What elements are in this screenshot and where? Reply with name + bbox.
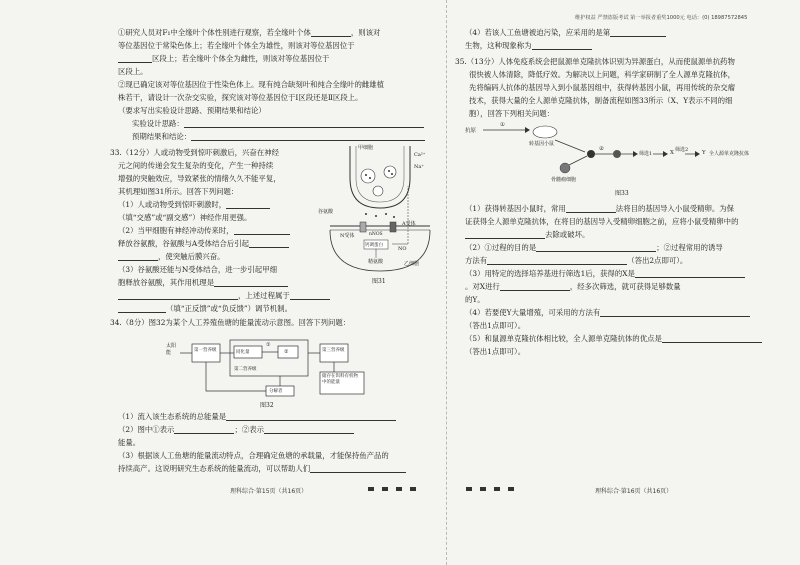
page-footer-right: 理科综合·第16页（共16页） (595, 488, 673, 495)
q33-text-line: （3）谷氨酸还能与N受体结合，进一步引起甲细 (118, 265, 277, 274)
q32-text-line: （要求写出实验设计思路、预期结果和结论） (118, 106, 266, 115)
q34-cont-line: 生物，这种现象称为 (465, 41, 592, 50)
q32-text-line: ②现已确定该对等位基因位于性染色体上。现有纯合缺刻叶和纯合全缘叶的雌雄植 (118, 80, 385, 89)
q33-text-line: ，使突触后膜兴奋。 (118, 252, 225, 261)
q34-text-line: （1）流入该生态系统的总能量是 (118, 412, 396, 421)
step-1-label: ① (500, 122, 505, 128)
energy-flow-figure (166, 334, 380, 398)
glutamate-label: 谷氨酸 (318, 209, 334, 215)
q35-text-line: （5）和鼠源单克隆抗体相比较，全人源单克隆抗体的优点是 (465, 334, 762, 343)
q33-text-line: （填“交感”或“副交感”）神经作用更强。 (118, 213, 252, 222)
step-2-label: ② (599, 146, 604, 152)
calmodulin-label: 钙调蛋白 (365, 243, 383, 248)
feed-energy-label: 储存在饵料有机物中的能量 (322, 374, 358, 385)
q32-design-label: 实验设计思路： (132, 119, 424, 128)
second-level-label: 第二营养级 (234, 367, 257, 372)
page-fold-line (446, 0, 448, 565)
q33-text-line: （2）当甲细胞有神经冲动传来时， (118, 226, 290, 235)
q35-text-line: 去除或破坏。 (465, 230, 589, 239)
left-page (110, 0, 440, 565)
circle-1-label: ① (266, 342, 271, 348)
cell-a-label: 甲细胞 (358, 145, 374, 151)
myeloma-label: 骨髓瘤细胞 (551, 177, 577, 183)
q34-text-line: （3）根据该人工鱼塘的能量流动特点，合理确定鱼塘的承载量，才能保持鱼产品的 (118, 451, 389, 460)
assimilation-label: 同化量 (236, 350, 250, 355)
decomposer-label: 分解者 (269, 389, 283, 394)
nnos-label: nNOS (369, 232, 383, 237)
screen-2-label: 筛选2 (675, 147, 689, 153)
right-page (455, 0, 775, 565)
figure-31-caption: 图31 (372, 278, 386, 285)
q35-text-line: （2）①过程的目的是 ；②过程常用的诱导 (465, 243, 723, 252)
q35-text-line: 先将编码人抗体的基因导入到小鼠基因组中，获得转基因小鼠，再用传统的杂交瘤 (469, 83, 736, 92)
q33-text-line: （填“正反馈”或“负反馈”）调节机制。 (118, 304, 292, 313)
no-label: NO (398, 246, 407, 252)
q35-text-line: 证获得全人源单克隆抗体，在将目的基因导入受精卵细胞之前，应将小鼠受精卵中的 (465, 217, 739, 226)
q32-text-line: ①研究人员对F₁中全缘叶个体性别进行观察，若全缘叶个体 ，则该对 (118, 28, 381, 37)
circle-2-label: ② (284, 349, 289, 355)
q35-text-line: 方法有 （答出2点即可）。 (465, 256, 688, 265)
transgenic-mouse-label: 转基因小鼠 (529, 141, 555, 147)
q33-text-line: 增强的突触效应，导致紧张的情绪久久不能平复， (118, 174, 281, 183)
q35-text-line: （3）用特定的选择培养基进行筛选1后，获得的X是 (465, 269, 745, 278)
q32-result-label: 预期结果和结论： (132, 132, 425, 141)
q35-text-line: 的Y。 (465, 295, 485, 304)
q33-text-line: 33.（12分）人或动物受到惊吓刺激后，兴奋在神经 (110, 148, 279, 157)
q33-text-line: 其机理如图31所示。回答下列问题： (118, 187, 239, 196)
q33-text-line: 胞释放谷氨酸，其作用机理是 (118, 278, 288, 287)
cell-y-label: Y (702, 150, 706, 156)
antigen-label: 抗原 (465, 128, 477, 134)
cell-b-label: 乙细胞 (404, 261, 420, 267)
q34-text-line: 持续高产。这说明研究生态系统的能量流动，可以帮助人们 (118, 464, 406, 473)
product-label: 全人源单克隆抗体 (709, 151, 750, 157)
registration-mark (368, 487, 374, 491)
q35-text-line: 35.（13分）人体免疫系统会把鼠源单克隆抗体识别为异源蛋白，从而使鼠源单抗药物 (455, 57, 735, 66)
q35-text-line: （1）获得转基因小鼠时，常用 法将目的基因导入小鼠受精卵。为保 (465, 204, 735, 213)
third-level-label: 第三营养级 (322, 348, 345, 353)
anti-piracy-header: 维护权益 严禁盗版考试 第一举报者重奖1000元 电话：(0) 18987572845 (575, 15, 748, 21)
q35-text-line: 很快被人体清除，降低疗效。为解决以上问题，科学家研制了全人源单克隆抗体， (469, 70, 736, 79)
figure-32-caption: 图32 (260, 402, 274, 409)
q34-text-line: （2）图中①表示 ；②表示 (118, 425, 354, 434)
q32-text-line: 区段上；若全缘叶个体全为雌性，则该对等位基因位于 (118, 54, 329, 63)
n-receptor-label: N受体 (340, 233, 355, 239)
registration-mark (382, 487, 388, 491)
registration-mark (410, 487, 416, 491)
q35-text-line: （答出1点即可）。 (465, 321, 526, 330)
q34-text-line: 能量。 (118, 438, 141, 447)
q35-text-line: （答出1点即可）。 (465, 347, 526, 356)
sodium-label: Na⁺ (414, 164, 424, 170)
q34-cont-line: （4）若该人工鱼塘被迫污染，应采用的是第 (465, 28, 666, 37)
q35-text-line: 胞），回答下列相关问题： (469, 109, 554, 118)
q33-text-line: 元之间的传递会发生复杂的变化，产生一种持续 (118, 161, 274, 170)
q33-text-line: 释放谷氨酸，谷氨酸与A受体结合后引起 (118, 239, 289, 248)
registration-mark (396, 487, 402, 491)
page-footer-left: 理科综合·第15页（共16页） (230, 488, 308, 495)
q32-text-line: 等位基因位于常染色体上；若全缘叶个体全为雄性，则该对等位基因位于 (118, 41, 355, 50)
cell-x-label: X (670, 150, 674, 156)
q33-text-line: ，上述过程属于 (118, 291, 330, 300)
q35-text-line: （4）若要使Y大量增殖，可采用的方法有 (465, 308, 750, 317)
calcium-label: Ca²⁺ (414, 152, 426, 158)
sun-energy-label: 太阳能 (166, 343, 177, 356)
arginine-label: 精氨酸 (368, 259, 384, 265)
first-level-label: 第一营养级 (194, 348, 217, 353)
q34-text-line: 34.（8分）图32为某个人工养殖鱼塘的能量流动示意图。回答下列问题： (110, 318, 351, 327)
screen-1-label: 筛选1 (639, 151, 653, 157)
q35-text-line: 。对X进行 ，经多次筛选，就可获得足够数量 (465, 282, 681, 291)
q32-text-line: 株若干，请设计一次杂交实验，探究该对等位基因位于Ⅰ区段还是Ⅱ区段上。 (118, 93, 363, 102)
figure-33-caption: 图33 (615, 190, 629, 197)
antibody-flow-figure (465, 124, 775, 186)
q33-text-line: （1）人或动物受到惊吓刺激时， (118, 200, 270, 209)
q32-text-line: 区段上。 (118, 67, 148, 76)
q35-text-line: 技术，获得大量的全人源单克隆抗体，制备流程如图33所示（X、Y表示不同的细 (469, 96, 733, 105)
synapse-figure (320, 146, 440, 274)
a-receptor-label: A受体 (402, 221, 416, 227)
